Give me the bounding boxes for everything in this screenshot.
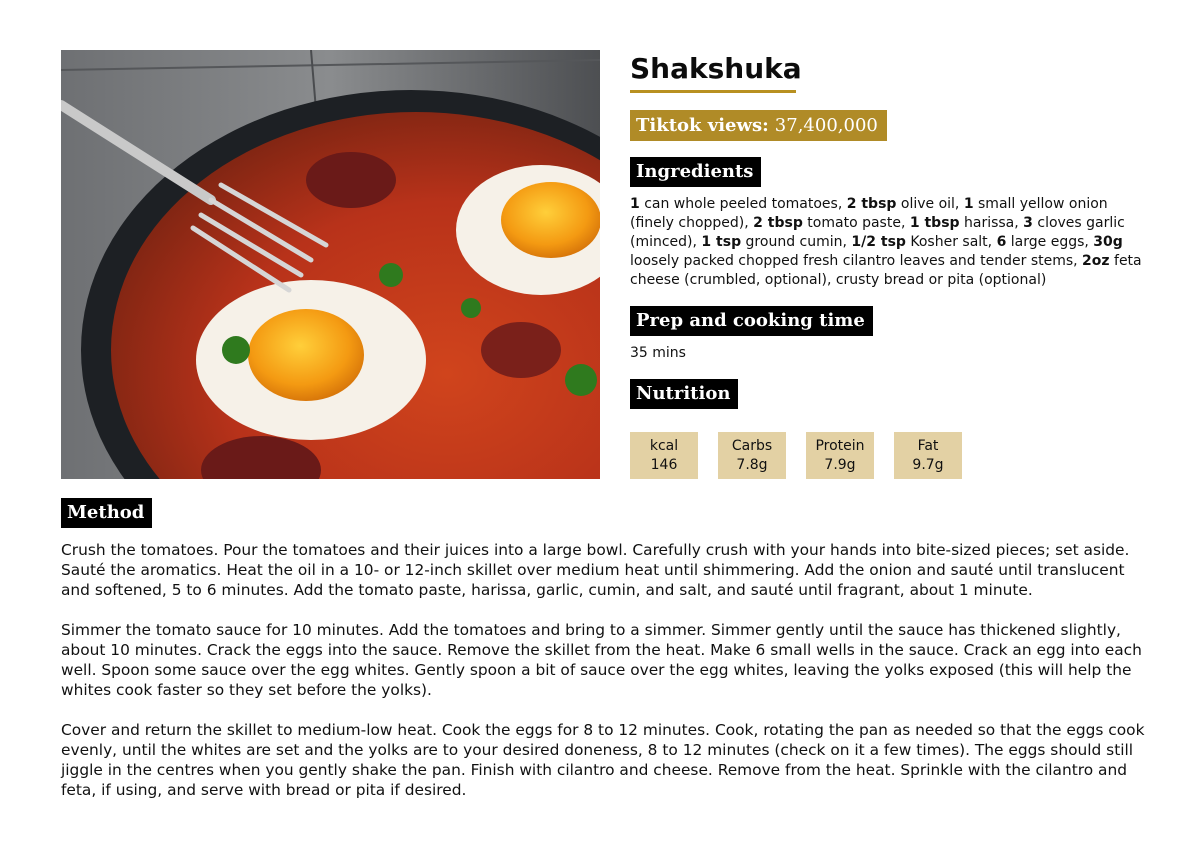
ingredient-qty: 1 xyxy=(963,196,974,212)
nutrition-kcal xyxy=(630,432,698,479)
nutrition-value: 9.7g xyxy=(912,456,944,473)
ingredient-text: tomato paste, xyxy=(802,215,910,231)
nutrition-carbs xyxy=(718,432,786,479)
nutrition-label: Fat xyxy=(917,437,939,454)
title-underline xyxy=(630,90,796,93)
ingredient-qty: 2 tbsp xyxy=(846,196,897,212)
ingredient-qty: 6 xyxy=(996,234,1007,250)
ingredient-qty: 1 xyxy=(630,196,640,212)
prep-time-value: 35 mins xyxy=(630,345,686,361)
ingredient-qty: 1 tsp xyxy=(701,234,742,250)
nutrition-label: Protein xyxy=(815,437,865,454)
ingredients-heading: Ingredients xyxy=(630,157,761,187)
ingredient-qty: 1/2 tsp xyxy=(851,234,906,250)
ingredient-text: large eggs, xyxy=(1006,234,1094,250)
ingredients-list xyxy=(630,195,1155,290)
nutrition-label: kcal xyxy=(649,437,679,454)
views-value: 37,400,000 xyxy=(774,115,878,136)
ingredient-text: can whole peeled tomatoes, xyxy=(639,196,847,212)
nutrition-label: Carbs xyxy=(731,437,773,454)
tiktok-views-badge xyxy=(630,110,887,141)
ingredient-text: loosely packed chopped fresh cilantro leaves and tender stems, xyxy=(630,253,1083,269)
nutrition-value: 7.8g xyxy=(736,456,768,473)
method-step-2: Simmer the tomato sauce for 10 minutes. Add the tomatoes and bring to a simmer. Simmer gently until the sauce has thickened slightly, about 10 minutes. Crack the eggs into the sauce. Remove the skillet from the heat. Make 6 small wells in the sauce. Crack an egg into each well. Spoon some sauce over the egg whites. Gently spoon a bit of sauce over the egg whites, leaving the yolks exposed (this will help the whites cook faster so they set before the yolks). xyxy=(61,621,1142,699)
method-steps xyxy=(61,540,1151,820)
ingredient-text: cloves garlic (minced), xyxy=(630,215,1125,250)
shakshuka-image xyxy=(61,50,600,479)
method-heading: Method xyxy=(61,498,152,528)
nutrition-row xyxy=(630,432,962,479)
ingredient-text: harissa, xyxy=(959,215,1024,231)
ingredient-qty: 2 tbsp xyxy=(753,215,803,231)
ingredient-qty: 2oz xyxy=(1082,253,1110,269)
ingredient-qty: 1 tbsp xyxy=(909,215,960,231)
method-step-1: Crush the tomatoes. Pour the tomatoes and their juices into a large bowl. Carefully crush with your hands into bite-sized pieces; set aside. Sauté the aromatics. Heat the oil in a 10- or 12-inch skillet over medium heat until shimmering. Add the onion and sauté until translucent and softened, 5 to 6 minutes. Add the tomato paste, harissa, garlic, cumin, and salt, and sauté until fragrant, about 1 minute. xyxy=(61,541,1130,599)
recipe-title: Shakshuka xyxy=(630,52,802,85)
nutrition-value: 146 xyxy=(650,456,678,473)
ingredient-text: ground cumin, xyxy=(741,234,852,250)
ingredient-text: small yellow onion (finely chopped), xyxy=(630,196,1108,231)
prep-time-heading: Prep and cooking time xyxy=(630,306,873,336)
views-label: Tiktok views: xyxy=(636,115,769,136)
ingredient-qty: 30g xyxy=(1093,234,1123,250)
ingredient-text: feta cheese (crumbled, optional), crusty bread or pita (optional) xyxy=(630,253,1142,288)
food-photo xyxy=(61,50,600,479)
ingredient-text: Kosher salt, xyxy=(905,234,997,250)
ingredient-qty: 3 xyxy=(1023,215,1033,231)
nutrition-value: 7.9g xyxy=(824,456,856,473)
nutrition-heading: Nutrition xyxy=(630,379,738,409)
ingredient-text: olive oil, xyxy=(896,196,964,212)
nutrition-fat xyxy=(894,432,962,479)
method-step-3: Cover and return the skillet to medium-low heat. Cook the eggs for 8 to 12 minutes. Cook, rotating the pan as needed so that the eggs cook evenly, until the whites are set and the yolks are to your desired doneness, 8 to 12 minutes (check on it a few times). The eggs should still jiggle in the centres when you gently shake the pan. Finish with cilantro and cheese. Remove from the heat. Sprinkle with the cilantro and feta, if using, and serve with bread or pita if desired. xyxy=(61,721,1145,799)
nutrition-protein xyxy=(806,432,874,479)
